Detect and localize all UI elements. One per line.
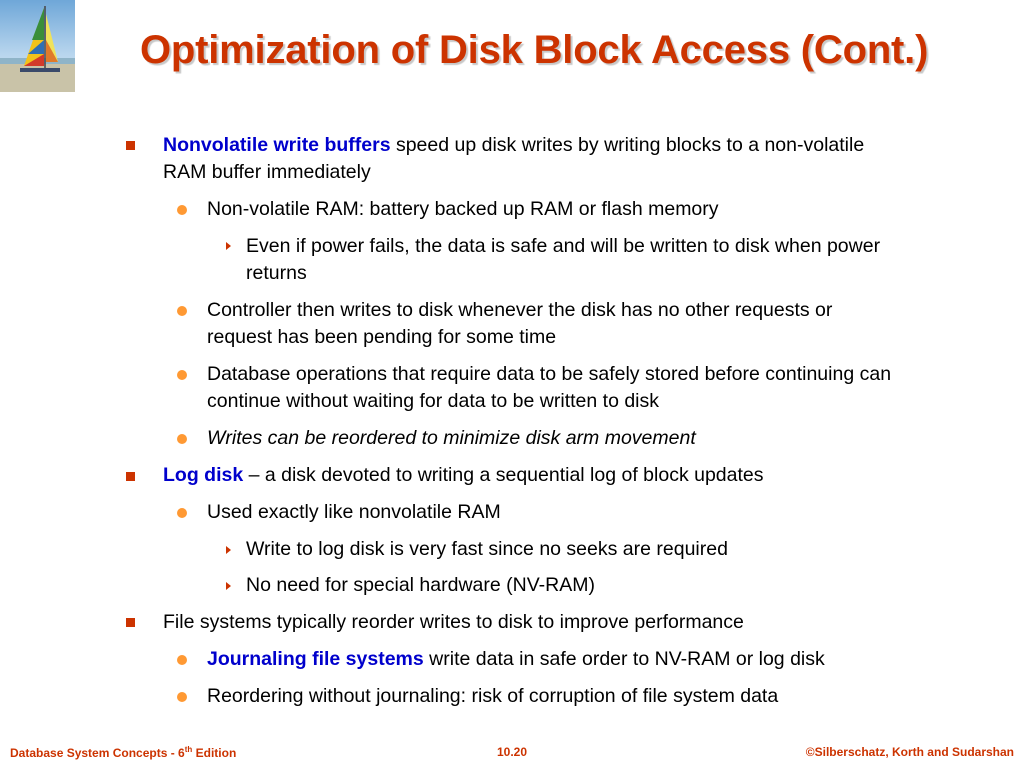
- footer-page-number: 10.20: [497, 745, 528, 759]
- bullet-text-continued: request has been pending for some time: [207, 326, 557, 348]
- bullet-text-continued: continue without waiting for data to be written to disk: [207, 390, 660, 412]
- bullet-text-continued: RAM buffer immediately: [163, 161, 371, 183]
- bullet-text: Journaling file systems write data in safe order to NV-RAM or log disk: [207, 648, 825, 670]
- triangle-bullet-icon: [226, 582, 231, 590]
- term: Journaling file systems: [207, 648, 424, 670]
- square-bullet-icon: [126, 618, 135, 627]
- footer-book-title: Database System Concepts - 6th Edition: [10, 745, 237, 760]
- dot-bullet-icon: [177, 205, 187, 215]
- bullet-text-continued: returns: [246, 262, 307, 284]
- bullet-text: File systems typically reorder writes to disk to improve performance: [163, 611, 744, 633]
- bullet-text: Even if power fails, the data is safe and will be written to disk when power: [246, 235, 881, 257]
- dot-bullet-icon: [177, 508, 187, 518]
- dot-bullet-icon: [177, 692, 187, 702]
- dot-bullet-icon: [177, 306, 187, 316]
- dot-bullet-icon: [177, 370, 187, 380]
- square-bullet-icon: [126, 472, 135, 481]
- bullet-text: Database operations that require data to be safely stored before continuing can: [207, 363, 892, 385]
- bullet-text: Nonvolatile write buffers speed up disk writes by writing blocks to a non-volatile: [163, 134, 865, 156]
- term: Nonvolatile write buffers: [163, 134, 391, 156]
- bullet-text: Reordering without journaling: risk of corruption of file system data: [207, 685, 779, 707]
- dot-bullet-icon: [177, 434, 187, 444]
- slide-title: Optimization of Disk Block Access (Cont.): [140, 28, 929, 72]
- dot-bullet-icon: [177, 655, 187, 665]
- footer-copyright: ©Silberschatz, Korth and Sudarshan: [805, 745, 1014, 759]
- triangle-bullet-icon: [226, 242, 231, 250]
- bullet-text: No need for special hardware (NV-RAM): [246, 574, 595, 596]
- bullet-text: Writes can be reordered to minimize disk arm movement: [207, 427, 696, 449]
- term: Log disk: [163, 464, 244, 486]
- square-bullet-icon: [126, 141, 135, 150]
- bullet-text: Log disk – a disk devoted to writing a sequential log of block updates: [163, 464, 764, 486]
- triangle-bullet-icon: [226, 546, 231, 554]
- bullet-text: Write to log disk is very fast since no seeks are required: [246, 538, 728, 560]
- bullet-text: Controller then writes to disk whenever the disk has no other requests or: [207, 299, 833, 321]
- bullet-text: Used exactly like nonvolatile RAM: [207, 501, 501, 523]
- bullet-text: Non-volatile RAM: battery backed up RAM or flash memory: [207, 198, 719, 220]
